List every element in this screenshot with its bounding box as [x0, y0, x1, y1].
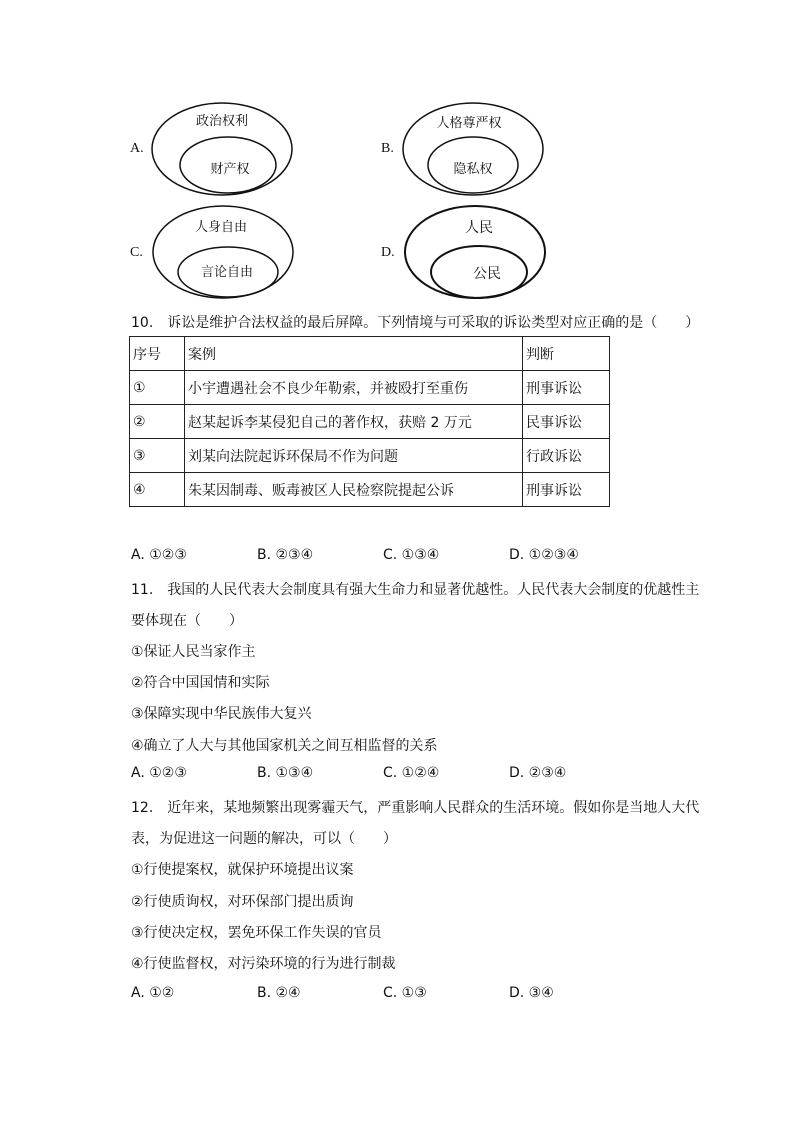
- option-letter-d: D.: [381, 245, 395, 260]
- q12-option-a: A. ①②: [131, 985, 175, 1001]
- q11-option-b: B. ①③④: [257, 765, 314, 781]
- table-cell: 小宇遭遇社会不良少年勒索，并被殴打至重伤: [185, 371, 523, 405]
- table-cell: 刘某向法院起诉环保局不作为问题: [185, 439, 523, 473]
- q12-statement: ②行使质询权，对环保部门提出质询: [131, 894, 354, 910]
- q11-option-c: C. ①②④: [383, 765, 440, 781]
- venn-outer-label: 人民: [465, 220, 493, 236]
- table-cell: ②: [130, 405, 185, 439]
- option-letter-c: C.: [130, 245, 143, 260]
- q12-statement: ④行使监督权，对污染环境的行为进行制裁: [131, 956, 396, 972]
- option-letter-a: A.: [130, 141, 144, 156]
- question-11-stem: 11. 我国的人民代表大会制度具有强大生命力和显著优越性。人民代表大会制度的优越性主: [131, 582, 700, 598]
- venn-inner-label: 公民: [473, 266, 501, 282]
- q12-statement: ③行使决定权，罢免环保工作失误的官员: [131, 925, 382, 941]
- table-cell: ③: [130, 439, 185, 473]
- table-cell: 刑事诉讼: [523, 371, 610, 405]
- table-cell: 朱某因制毒、贩毒被区人民检察院提起公诉: [185, 473, 523, 507]
- q12-option-c: C. ①③: [383, 985, 427, 1001]
- venn-diagram-d: [403, 204, 548, 302]
- case-table: [129, 336, 610, 507]
- question-11-stem-cont: 要体现在（ ）: [131, 613, 243, 629]
- table-row: [130, 371, 610, 405]
- table-cell: 刑事诉讼: [523, 473, 610, 507]
- table-cell: 民事诉讼: [523, 405, 610, 439]
- q10-option-b: B. ②③④: [257, 547, 314, 563]
- venn-diagram-a: [150, 101, 295, 199]
- table-header-cell: 案例: [185, 337, 523, 371]
- table-cell: 行政诉讼: [523, 439, 610, 473]
- q11-statement: ①保证人民当家作主: [131, 644, 256, 660]
- table-row: [130, 439, 610, 473]
- question-12-stem-cont: 表，为促进这一问题的解决，可以（ ）: [131, 831, 397, 847]
- q12-option-d: D. ③④: [509, 985, 554, 1001]
- q11-statement: ②符合中国国情和实际: [131, 675, 270, 691]
- venn-diagram-c: [151, 204, 296, 302]
- q11-option-d: D. ②③④: [509, 765, 567, 781]
- q10-option-d: D. ①②③④: [509, 547, 579, 563]
- table-cell: ①: [130, 371, 185, 405]
- venn-inner-label: 言论自由: [200, 265, 254, 280]
- question-12-stem: 12. 近年来，某地频繁出现雾霾天气，严重影响人民群众的生活环境。假如你是当地人大代: [131, 800, 700, 816]
- venn-outer-label: 人格尊严权: [436, 116, 502, 131]
- q11-statement: ③保障实现中华民族伟大复兴: [131, 706, 312, 722]
- table-cell: ④: [130, 473, 185, 507]
- table-header-cell: 序号: [130, 337, 185, 371]
- q11-option-a: A. ①②③: [131, 765, 187, 781]
- q10-option-a: A. ①②③: [131, 547, 187, 563]
- venn-outer-label: 人身自由: [194, 220, 248, 235]
- table-row: [130, 473, 610, 507]
- q12-option-b: B. ②④: [257, 985, 301, 1001]
- table-cell: 赵某起诉李某侵犯自己的著作权，获赔 2 万元: [185, 405, 523, 439]
- venn-diagram-b: [401, 101, 546, 199]
- venn-inner-label: 隐私权: [453, 162, 493, 177]
- venn-inner-label: 财产权: [210, 162, 250, 177]
- q10-option-c: C. ①③④: [383, 547, 440, 563]
- option-letter-b: B.: [381, 141, 394, 156]
- question-10-stem: 10. 诉讼是维护合法权益的最后屏障。下列情境与可采取的诉讼类型对应正确的是（ ）: [131, 315, 700, 331]
- table-header-row: [130, 337, 610, 371]
- q12-statement: ①行使提案权，就保护环境提出议案: [131, 862, 354, 878]
- venn-outer-label: 政治权利: [195, 114, 249, 129]
- q11-statement: ④确立了人大与其他国家机关之间互相监督的关系: [131, 738, 438, 754]
- table-row: [130, 405, 610, 439]
- table-header-cell: 判断: [523, 337, 610, 371]
